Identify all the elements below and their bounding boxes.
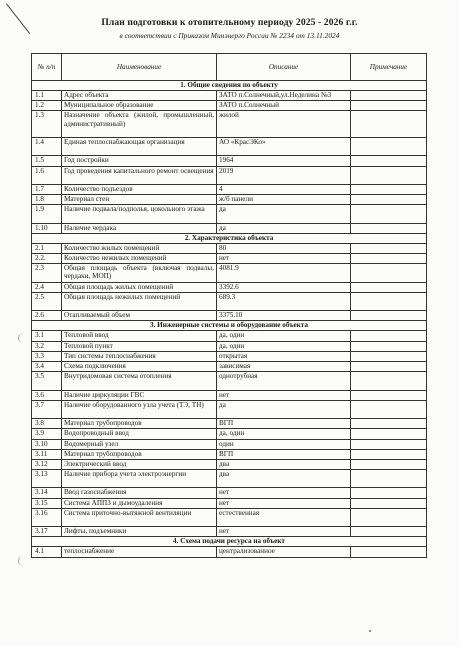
row-note bbox=[351, 372, 427, 390]
row-num: 2.2. bbox=[32, 254, 62, 264]
row-name: Адрес объекта bbox=[62, 91, 217, 101]
row-note bbox=[351, 449, 427, 459]
row-num: 3.16 bbox=[32, 508, 62, 526]
row-num: 3.8 bbox=[32, 419, 62, 429]
row-num: 3.7 bbox=[32, 400, 62, 418]
row-name: Схема подключения bbox=[62, 361, 217, 371]
table-row bbox=[32, 341, 427, 351]
table-row bbox=[32, 91, 427, 101]
row-note bbox=[351, 311, 427, 321]
row-name: Наличие циркуляции ГВС bbox=[62, 390, 217, 400]
table-header-row bbox=[32, 54, 427, 81]
row-desc: один bbox=[217, 439, 351, 449]
row-note bbox=[351, 498, 427, 508]
row-note bbox=[351, 282, 427, 292]
row-name: Общая площадь объекта (включая подвалы, чердаки, МОП) bbox=[62, 264, 217, 282]
row-name: Отапливаемый объем bbox=[62, 311, 217, 321]
table-row bbox=[32, 311, 427, 321]
row-desc: нет bbox=[217, 390, 351, 400]
row-num: 1.9 bbox=[32, 205, 62, 223]
row-note bbox=[351, 351, 427, 361]
section-title: 2. Характеристика объекта bbox=[32, 233, 427, 243]
table-row bbox=[32, 459, 427, 469]
section-row bbox=[32, 81, 427, 91]
row-num: 3.4 bbox=[32, 361, 62, 371]
row-desc: нет bbox=[217, 498, 351, 508]
table-row bbox=[32, 351, 427, 361]
row-num: 1.4 bbox=[32, 137, 62, 155]
row-note bbox=[351, 243, 427, 253]
row-name: Внутридомовая система отопления bbox=[62, 372, 217, 390]
table-row bbox=[32, 243, 427, 253]
row-num: 3.13 bbox=[32, 470, 62, 488]
row-note bbox=[351, 101, 427, 111]
row-name: Количество нежилых помещений bbox=[62, 254, 217, 264]
row-num: 3.2 bbox=[32, 341, 62, 351]
row-desc: АО «КрасЭКо» bbox=[217, 137, 351, 155]
row-name: Система приточно-вытяжной вентиляции bbox=[62, 508, 217, 526]
plan-table bbox=[31, 53, 427, 558]
row-note bbox=[351, 419, 427, 429]
row-note bbox=[351, 223, 427, 233]
row-name: Наличие подвала/подполья, цокольного этажа bbox=[62, 205, 217, 223]
table-row bbox=[32, 223, 427, 233]
scan-margin-mark bbox=[18, 333, 29, 343]
row-num: 2.6 bbox=[32, 311, 62, 321]
row-num: 1.5 bbox=[32, 156, 62, 166]
row-name: Единая теплоснабжающая организация bbox=[62, 137, 217, 155]
row-name: Количество подъездов bbox=[62, 184, 217, 194]
row-note bbox=[351, 439, 427, 449]
document-title: План подготовки к отопительному периоду 2025 - 2026 г.г. bbox=[101, 17, 358, 28]
header-desc: Описание bbox=[217, 54, 351, 81]
row-num: 3.10 bbox=[32, 439, 62, 449]
row-num: 3.6 bbox=[32, 390, 62, 400]
row-name: Назначение объекта (жилой, промышленный, административный) bbox=[62, 111, 217, 138]
row-name: Водопроводный ввод bbox=[62, 429, 217, 439]
row-desc: 3375.10 bbox=[217, 311, 351, 321]
table-row bbox=[32, 419, 427, 429]
row-name: Лифты, подъемники bbox=[62, 527, 217, 537]
table-row bbox=[32, 195, 427, 205]
row-note bbox=[351, 111, 427, 138]
row-num: 2.4 bbox=[32, 282, 62, 292]
section-title: 4. Схема подачи ресурса на объект bbox=[32, 537, 427, 547]
row-desc: да, один bbox=[217, 331, 351, 341]
row-name: Материал трубопроводов bbox=[62, 449, 217, 459]
document-subtitle: в соответствии с Приказом Минэнерго России № 2234 от 13.11.2024 bbox=[119, 31, 340, 40]
row-name: Материал трубопроводов bbox=[62, 419, 217, 429]
row-num: 3.14 bbox=[32, 488, 62, 498]
row-name: Электрический ввод bbox=[62, 459, 217, 469]
table-row bbox=[32, 264, 427, 282]
section-title: 1. Общие сведения по объекту bbox=[32, 81, 427, 91]
table-row bbox=[32, 101, 427, 111]
row-num: 1.1 bbox=[32, 91, 62, 101]
row-desc: да, один bbox=[217, 341, 351, 351]
header-note: Примечание bbox=[351, 54, 427, 81]
row-desc: 3392.6 bbox=[217, 282, 351, 292]
table-row bbox=[32, 527, 427, 537]
row-desc: 689.3 bbox=[217, 292, 351, 310]
row-note bbox=[351, 429, 427, 439]
row-name: Общая площадь нежилых помещений bbox=[62, 292, 217, 310]
row-desc: да bbox=[217, 205, 351, 223]
table-row bbox=[32, 361, 427, 371]
table-row bbox=[32, 429, 427, 439]
row-num: 3.1 bbox=[32, 331, 62, 341]
row-name: Общая площадь жилых помещений bbox=[62, 282, 217, 292]
row-num: 3.11 bbox=[32, 449, 62, 459]
row-name: Тепловой ввод bbox=[62, 331, 217, 341]
row-note bbox=[351, 390, 427, 400]
row-name: теплоснабжение bbox=[62, 547, 217, 557]
row-desc: ЗАТО п.Солнечный,ул.Неделина №3 bbox=[217, 91, 351, 101]
row-note bbox=[351, 137, 427, 155]
row-desc: зависимая bbox=[217, 361, 351, 371]
row-desc: жилой bbox=[217, 111, 351, 138]
row-num: 1.8 bbox=[32, 195, 62, 205]
row-desc: ж/б панели bbox=[217, 195, 351, 205]
table-row bbox=[32, 184, 427, 194]
table-row bbox=[32, 137, 427, 155]
row-desc: ВГП bbox=[217, 449, 351, 459]
row-note bbox=[351, 331, 427, 341]
section-row bbox=[32, 537, 427, 547]
row-num: 1.2 bbox=[32, 101, 62, 111]
row-name: Количество жилых помещений bbox=[62, 243, 217, 253]
row-desc: 4081.9 bbox=[217, 264, 351, 282]
row-name: Ввод газоснабжения bbox=[62, 488, 217, 498]
section-title: 3. Инженерные системы и оборудование объекта bbox=[32, 321, 427, 331]
row-note bbox=[351, 400, 427, 418]
row-name: Тип системы теплоснабжения bbox=[62, 351, 217, 361]
row-note bbox=[351, 254, 427, 264]
header-num: № п/п bbox=[32, 54, 62, 81]
row-note bbox=[351, 195, 427, 205]
row-num: 1.3 bbox=[32, 111, 62, 138]
row-note bbox=[351, 508, 427, 526]
row-desc: да bbox=[217, 400, 351, 418]
table-row bbox=[32, 292, 427, 310]
row-name: Муниципальное образование bbox=[62, 101, 217, 111]
row-desc: два bbox=[217, 459, 351, 469]
table-row bbox=[32, 372, 427, 390]
table-row bbox=[32, 205, 427, 223]
table-row bbox=[32, 166, 427, 184]
row-note bbox=[351, 205, 427, 223]
table-row bbox=[32, 508, 427, 526]
row-note bbox=[351, 156, 427, 166]
row-name: Наличие чердака bbox=[62, 223, 217, 233]
row-note bbox=[351, 527, 427, 537]
row-name: Наличие оборудованного узла учета (ТЭ, ТН) bbox=[62, 400, 217, 418]
row-desc: 4 bbox=[217, 184, 351, 194]
row-num: 2.1 bbox=[32, 243, 62, 253]
row-note bbox=[351, 470, 427, 488]
row-note bbox=[351, 91, 427, 101]
row-desc: открытая bbox=[217, 351, 351, 361]
row-desc: нет bbox=[217, 488, 351, 498]
row-desc: ЗАТО п.Солнечный bbox=[217, 101, 351, 111]
row-name: Тепловой пункт bbox=[62, 341, 217, 351]
row-num: 3.9 bbox=[32, 429, 62, 439]
row-name: Наличие прибора учета электроэнергии bbox=[62, 470, 217, 488]
row-note bbox=[351, 264, 427, 282]
row-desc: 2019 bbox=[217, 166, 351, 184]
row-note bbox=[351, 292, 427, 310]
row-name: Водомерный узел bbox=[62, 439, 217, 449]
row-note bbox=[351, 341, 427, 351]
scan-dot bbox=[369, 630, 371, 632]
row-desc: да, один bbox=[217, 429, 351, 439]
row-note bbox=[351, 184, 427, 194]
row-desc: 1964 bbox=[217, 156, 351, 166]
table-row bbox=[32, 400, 427, 418]
row-name: Материал стен bbox=[62, 195, 217, 205]
row-num: 3.3 bbox=[32, 351, 62, 361]
row-num: 4.1 bbox=[32, 547, 62, 557]
row-name: Год проведения капитального ремонт освещения bbox=[62, 166, 217, 184]
section-row bbox=[32, 233, 427, 243]
row-desc: да bbox=[217, 223, 351, 233]
row-num: 2.5 bbox=[32, 292, 62, 310]
table-row bbox=[32, 470, 427, 488]
row-num: 1.10 bbox=[32, 223, 62, 233]
row-note bbox=[351, 459, 427, 469]
row-num: 3.17 bbox=[32, 527, 62, 537]
row-num: 3.15 bbox=[32, 498, 62, 508]
scan-margin-mark bbox=[18, 556, 29, 566]
row-num: 2.3 bbox=[32, 264, 62, 282]
row-desc: ВГП bbox=[217, 419, 351, 429]
row-num: 1.6 bbox=[32, 166, 62, 184]
table-row bbox=[32, 547, 427, 557]
table-row bbox=[32, 449, 427, 459]
table-row bbox=[32, 254, 427, 264]
row-desc: два bbox=[217, 470, 351, 488]
row-desc: однотрубная bbox=[217, 372, 351, 390]
table-row bbox=[32, 156, 427, 166]
row-note bbox=[351, 547, 427, 557]
row-note bbox=[351, 361, 427, 371]
table-row bbox=[32, 111, 427, 138]
row-num: 3.5 bbox=[32, 372, 62, 390]
row-note bbox=[351, 488, 427, 498]
table-row bbox=[32, 331, 427, 341]
table-row bbox=[32, 390, 427, 400]
row-desc: нет bbox=[217, 527, 351, 537]
table-row bbox=[32, 439, 427, 449]
table-row bbox=[32, 488, 427, 498]
row-note bbox=[351, 166, 427, 184]
row-num: 3.12 bbox=[32, 459, 62, 469]
section-row bbox=[32, 321, 427, 331]
row-desc: естественная bbox=[217, 508, 351, 526]
row-name: Год постройки bbox=[62, 156, 217, 166]
row-desc: централизованное bbox=[217, 547, 351, 557]
row-desc: 80 bbox=[217, 243, 351, 253]
header-name: Наименование bbox=[62, 54, 217, 81]
table-row bbox=[32, 498, 427, 508]
row-name: Система АППЗ и дымоудаления bbox=[62, 498, 217, 508]
row-desc: нет bbox=[217, 254, 351, 264]
table-row bbox=[32, 282, 427, 292]
row-num: 1.7 bbox=[32, 184, 62, 194]
